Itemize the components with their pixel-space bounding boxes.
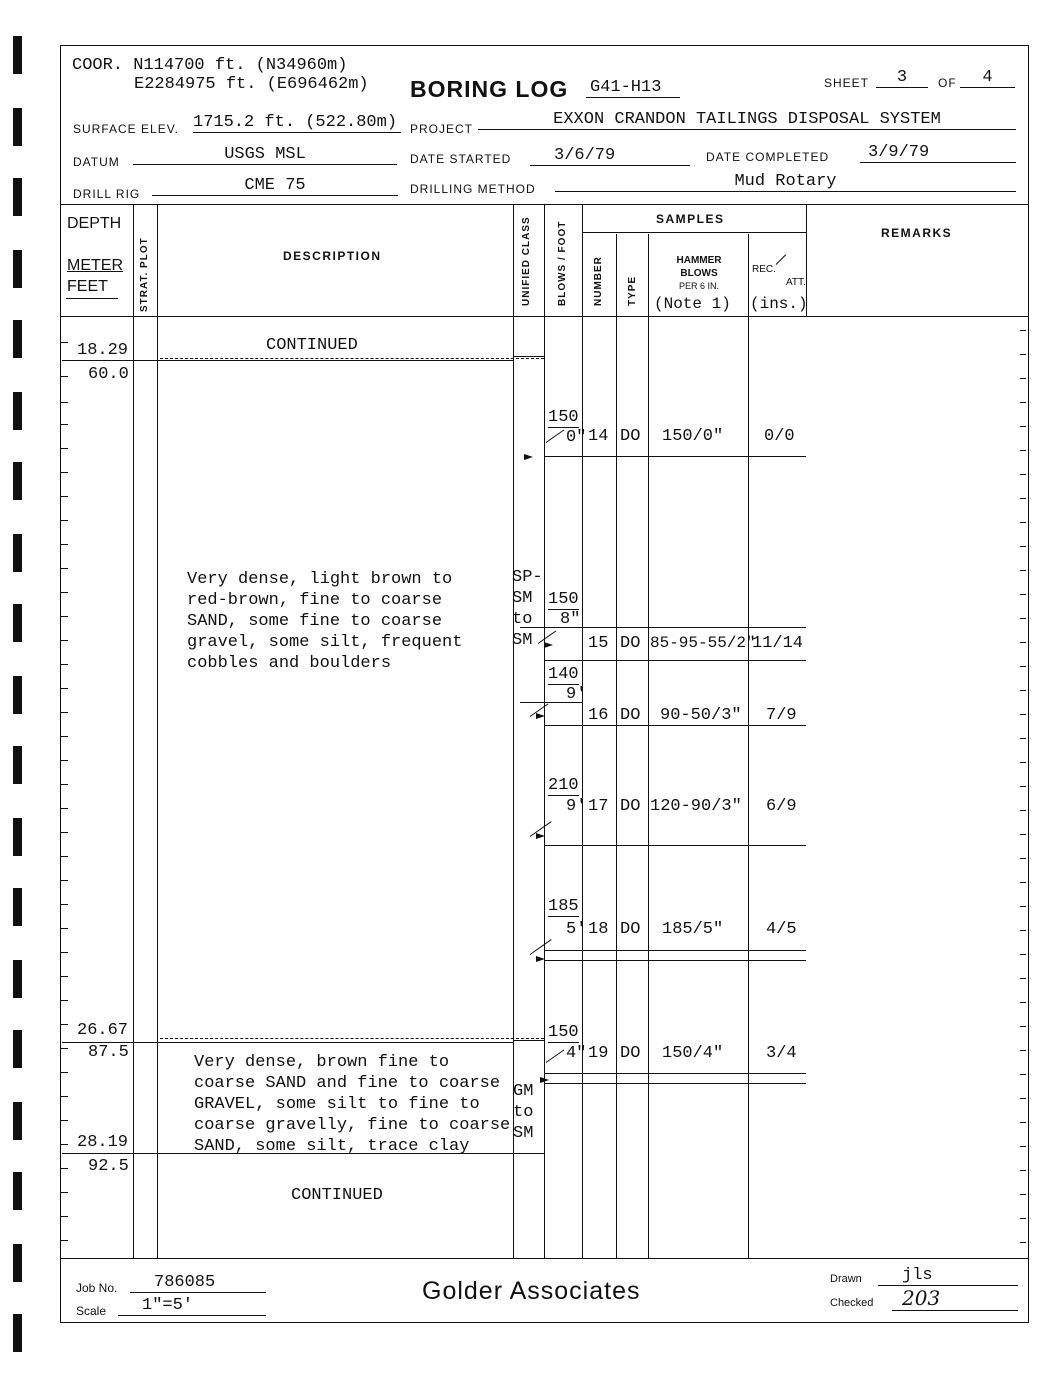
col-blows-foot: BLOWS / FOOT [557, 220, 568, 306]
continued-top: CONTINUED [266, 336, 358, 355]
col-hammer-note: (Note 1) [654, 295, 731, 313]
company-name: Golder Associates [422, 1277, 641, 1305]
coordinates [72, 56, 369, 94]
blows-bottom: 0" [566, 428, 587, 447]
sample-hammer: 150/0" [662, 427, 724, 446]
datum-value: USGS MSL [133, 145, 397, 165]
of-label: OF [938, 76, 957, 90]
col-hammer [652, 254, 746, 293]
sample-rec: 6/9 [766, 797, 797, 816]
blows-bottom: 5' [566, 920, 587, 939]
sample-hammer: 150/4" [662, 1044, 724, 1063]
layer-2-class: GM to SM [513, 1082, 534, 1143]
sample-type: DO [620, 1044, 641, 1063]
blows-top: 185 [548, 897, 579, 916]
sheet-label: SHEET [824, 76, 870, 90]
sample-type: DO [620, 920, 641, 939]
col-meter: METER [67, 257, 123, 274]
depth-feet-2: 87.5 [88, 1043, 129, 1062]
sample-rec: 4/5 [766, 920, 797, 939]
boring-id: G41-H13 [586, 78, 680, 98]
date-started-value: 3/6/79 [530, 146, 690, 166]
sample-rec: 7/9 [766, 706, 797, 725]
sample-number: 16 [588, 706, 609, 725]
date-started-label: DATE STARTED [410, 152, 512, 166]
depth-meter-3: 28.19 [77, 1133, 129, 1152]
col-depth: DEPTH [67, 215, 122, 232]
sample-rec: 0/0 [764, 427, 795, 446]
sample-type: DO [620, 427, 641, 446]
right-scale-ticks [1020, 316, 1028, 1258]
drilling-method-label: DRILLING METHOD [410, 182, 536, 196]
layer-2-description: Very dense, brown fine to coarse SAND and fine to coarse GRAVEL, some silt to fine to coarse gravelly, fine to coarse SAND, some silt, trace clay [194, 1053, 511, 1156]
job-number: 786085 [130, 1273, 266, 1293]
col-number: NUMBER [593, 256, 604, 306]
sample-rec: 11/14 [752, 634, 804, 653]
col-hammer-3: PER 6 IN. [678, 281, 719, 291]
blows-top: 150 [548, 408, 579, 427]
col-ins: (ins.) [750, 295, 808, 313]
sample-number: 18 [588, 920, 609, 939]
blows-top: 150 [548, 590, 579, 609]
col-hammer-2: BLOWS [680, 268, 718, 279]
coord-east: E2284975 ft. (E696462m) [134, 75, 369, 94]
job-label: Job No. [76, 1281, 118, 1295]
datum-label: DATUM [73, 155, 120, 169]
sample-type: DO [620, 797, 641, 816]
layer-1-description: Very dense, light brown to red-brown, fine to coarse SAND, some fine to coarse gravel, some silt, frequent cobbles and boulders [187, 570, 463, 673]
checked-label: Checked [830, 1297, 874, 1309]
sample-number: 15 [588, 634, 609, 653]
drawn-value: jls [878, 1266, 1018, 1286]
sheet-total: 4 [960, 68, 1015, 88]
drill-rig-label: DRILL RIG [73, 187, 141, 201]
sample-number: 14 [588, 427, 609, 446]
col-remarks: REMARKS [881, 226, 953, 240]
col-type: TYPE [627, 275, 638, 306]
layer-1-class: SP- SM to SM [512, 568, 543, 650]
col-att: ATT. [786, 277, 806, 288]
depth-feet-3: 92.5 [88, 1157, 129, 1176]
sample-type: DO [620, 706, 641, 725]
col-strat-plot: STRAT. PLOT [139, 237, 150, 312]
sample-hammer: 120-90/3" [650, 797, 742, 816]
col-feet: FEET [67, 278, 108, 295]
checked-value: 203 [892, 1286, 1018, 1311]
drill-rig-value: CME 75 [152, 176, 398, 196]
sample-hammer: 185/5" [662, 920, 724, 939]
date-completed-label: DATE COMPLETED [706, 150, 830, 164]
scale-value: 1"=5' [118, 1296, 266, 1316]
col-hammer-1: HAMMER [676, 255, 722, 266]
project-value: EXXON CRANDON TAILINGS DISPOSAL SYSTEM [478, 110, 1016, 130]
surface-elev-label: SURFACE ELEV. [73, 122, 179, 136]
col-unified-class: UNIFIED CLASS [521, 216, 532, 306]
surface-elev-value: 1715.2 ft. (522.80m) [193, 113, 401, 133]
blows-bottom: 9' [566, 797, 587, 816]
col-description: DESCRIPTION [283, 249, 382, 263]
sample-rec: 3/4 [766, 1044, 797, 1063]
page-title: BORING LOG [410, 76, 569, 102]
project-label: PROJECT [410, 122, 474, 136]
col-samples: SAMPLES [656, 212, 725, 226]
blows-bottom: 8" [560, 610, 581, 629]
blows-top: 150 [548, 1023, 579, 1042]
date-completed-value: 3/9/79 [860, 143, 1016, 163]
coord-label: COOR. [72, 56, 124, 75]
sample-hammer: 90-50/3" [660, 706, 742, 725]
sample-hammer: 85-95-55/2" [650, 634, 756, 652]
sheet-number: 3 [876, 68, 928, 88]
depth-meter-2: 26.67 [77, 1021, 129, 1040]
depth-feet-1: 60.0 [88, 365, 129, 384]
blows-bottom: 4" [566, 1044, 587, 1063]
scale-label: Scale [76, 1304, 107, 1318]
col-rec: REC. [752, 264, 776, 275]
depth-scale-ticks [60, 316, 72, 1258]
blows-top: 210 [548, 776, 579, 795]
drawn-label: Drawn [830, 1273, 862, 1285]
sample-number: 19 [588, 1044, 609, 1063]
continued-bottom: CONTINUED [291, 1186, 383, 1205]
drilling-method-value: Mud Rotary [555, 172, 1016, 192]
blows-bottom: 9' [566, 685, 587, 704]
coord-north: N114700 ft. (N34960m) [133, 56, 348, 75]
sample-type: DO [620, 634, 641, 653]
sample-number: 17 [588, 797, 609, 816]
depth-meter-1: 18.29 [77, 341, 129, 360]
blows-top: 140 [548, 665, 579, 684]
